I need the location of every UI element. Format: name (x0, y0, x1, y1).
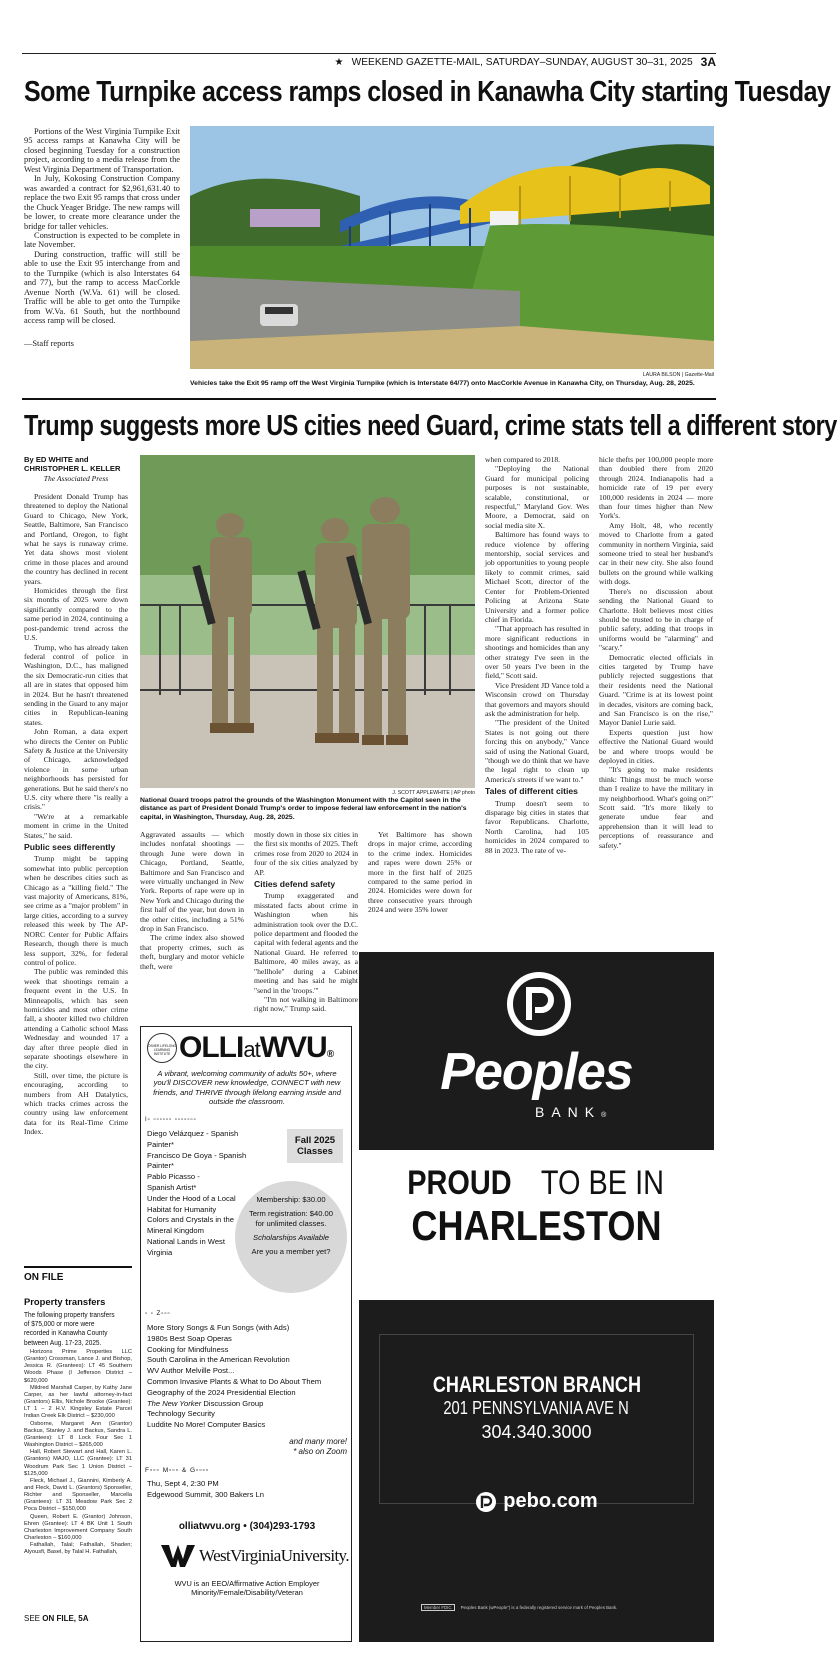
star-icon: ★ (334, 56, 344, 68)
proud-line (359, 1164, 714, 1202)
class-item: Francisco De Goya - Spanish Painter* (147, 1150, 247, 1171)
paragraph: Still, over time, the picture is encouraging, according to numbers from AH Datalytics, which tracks crimes across the country using law enforcement data for its Real-Time Crime Index. (24, 1070, 128, 1137)
charleston-text: CHARLESTON (411, 1202, 662, 1249)
class-item: Diego Velázquez - Spanish Painter* (147, 1129, 239, 1149)
branch-address (359, 1398, 714, 1419)
fall-classes-box: Fall 2025 Classes (287, 1129, 343, 1163)
class-item: Geography of the 2024 Presidential Election (147, 1387, 296, 1397)
peoples-bank-label (535, 1104, 606, 1120)
class-item: More Story Songs & Fun Songs (with Ads) (147, 1323, 290, 1332)
paragraph: The crime index also showed that property crimes, such as theft, burglary and motor vehicle theft, were (140, 933, 244, 971)
peoples-logo-mark (507, 972, 571, 1036)
paragraph: "We're at a remarkable moment in crime in the United States," he said. (24, 811, 128, 840)
olli-contact (147, 1521, 347, 1532)
paragraph: Portions of the West Virginia Turnpike Exit 95 access ramps at Kanawha City will be closed beginning Tuesday for a construction project, according to a media release from the West Virginia Department of Transportation. (24, 127, 180, 174)
website-text: pebo.com (503, 1490, 598, 1512)
paragraph: Amy Holt, 48, who recently moved to Charlotte from a gated community in northern Virginia, said someone tried to steal her husband's car in their new city. She also found bullets on the ground while walking with dogs. (599, 520, 713, 587)
class-item: Luddite No More! Computer Basics (147, 1420, 266, 1430)
see-reference: ON FILE, 5A (42, 1614, 89, 1623)
onfile-jump[interactable] (24, 1614, 88, 1623)
peoples-wordmark: Peoples (440, 1043, 633, 1101)
class-item: Under the Hood of a Local Habitat for Humanity (147, 1193, 236, 1214)
olli-more (261, 1437, 347, 1457)
paragraph: The public was reminded this week that shootings remain a frequent event in the U.S. In Minneapolis, which has seen homicides and most other crime fall, a shooter killed two children attending a Catholic school Mass Wednesday and wounded 17 a day after three people died in separate shootings elsewhere in the city. (24, 967, 128, 1071)
paragraph: "The president of the United States is not going out there forcing this on anybody," Vance said of using the National Guard, "though we do think that we have the legal right to clean up America's streets if we want to." (485, 718, 589, 784)
guard-column-4 (368, 830, 472, 915)
paragraph: Trump doesn't seem to disparage big cities in states that favor Republicans. Charlotte, North Carolina, had 105 homicides in 2024 compared to 88 in 2023. The rate of ve- (485, 798, 589, 855)
paragraph: President Donald Trump has threatened to deploy the National Guard to Chicago, New York, Seattle, Baltimore, San Francisco and Portland, Oregon, to fight what he says is runaway crime. Yet data shows most violent crime in those places and around the country has declined in recent years. (24, 492, 128, 586)
paragraph: Yet Baltimore has shown drops in major crime, according to the crime index. Homicides and rapes were down 25% or more in the first half of 2025 compared to the same period in 2024. Homicides were down for three consecutive years through 2024 and were 35% lower (368, 830, 472, 915)
guard-column-5 (485, 455, 589, 855)
scholarships: Scholarships Available (253, 1233, 329, 1242)
transfer-entry: Mildred Marshall Carper, by Kathy Jane Carper, as her lawful attorney-in-fact (Grantors) Ellis, Nichole Brooke (Grantee): LT 1 – 2 H.V. Kingsley Estate Parcel Indian Creek Elk District – $230,000 (24, 1384, 132, 1420)
peoples-p-icon (507, 972, 571, 1036)
guard-caption: National Guard troops patrol the grounds of the Washington Monument with the Capitol seen in the distance as part of President Donald Trump's order to impose federal law enforcement in the nation's capital, in Washington, Thursday, Aug. 28, 2025. (140, 797, 467, 821)
byline-line: CHRISTOPHER L. KELLER (24, 464, 121, 474)
olli-logo (179, 1031, 333, 1065)
paragraph: mostly down in those six cities in the first six months of 2025. Theft crimes rose from 2020 to 2024 in four of the six cities analyzed by AP. (254, 830, 358, 877)
paragraph: "I'm not walking in Baltimore right now," Trump said. (254, 994, 358, 1014)
olli-event (147, 1479, 347, 1501)
transfer-entry: Hall, Robert Stewart and Hall, Karen L. (Grantors) MAJO, LLC (Grantee): LT 31 Woodrum Park Sec 1 Union District – $125,000 (24, 1449, 132, 1477)
guard-column-1 (24, 492, 128, 1137)
to-be-in: TO BE IN (541, 1164, 665, 1202)
wvu-logo (161, 1541, 350, 1571)
class-item: South Carolina in the American Revolution (147, 1355, 290, 1365)
membership-circle (235, 1181, 347, 1293)
zoom-section-label: ▫ ▫ Z▫▫▫ (145, 1311, 171, 1317)
paragraph: "That approach has resulted in more significant reductions in shootings and homicides than any other strategy I've seen in the over 50 years I've been in the field," Scott said. (485, 624, 589, 681)
paragraph: hicle thefts per 100,000 people more than doubled there from 2020 through 2024. Indianapolis had a homicide rate of 19 per every 100,000 residents in 2024 — more than four times higher than New York's. (599, 455, 713, 521)
onfile-rule (24, 1266, 132, 1268)
onfile-entries (24, 1349, 132, 1557)
paragraph: Experts question just how effective the National Guard would be and where troops would be deployed in cities. (599, 727, 713, 765)
class-item (147, 1399, 347, 1410)
olli-logo-reg: ® (326, 1049, 334, 1060)
class-item: Cooking for Mindfulness (147, 1344, 229, 1354)
paragraph: "It's going to make residents think: Things must be much worse than I realize to have the military in my neighborhood. What's going on?" Scott said. "It's more likely to generate undue fear and apprehension than it will lead to perceptions of reassurance and safety." (599, 765, 713, 850)
branch-panel (379, 1334, 694, 1504)
transfer-entry: Fathallah, Talal; Fathallah, Shaden; Alyousfi, Basel, by Talal H. Fathallah, (24, 1542, 132, 1556)
guard-column-2 (140, 830, 244, 971)
paragraph: Construction is expected to be complete in late November. (24, 230, 180, 250)
bank-reg: ® (601, 1112, 607, 1119)
wvu-wordmark: WestVirginiaUniversity. (199, 1546, 350, 1565)
paragraph: During construction, traffic will still be able to use the Exit 95 interchange from and to the Turnpike (which is also Interstates 64 and 77), but the ramp to access MacCorkle Avenue North (W.Va. 61) will be closed. Traffic will be able to get onto the Turnpike from W.Va. 61 South, but the northbound access ramp will be closed. (24, 249, 180, 326)
header-top-rule (22, 53, 716, 54)
page-header (22, 55, 716, 69)
turnpike-headline: Some Turnpike access ramps closed in Kanawha City starting Tuesday (24, 76, 831, 108)
olli-logo-wvu: WVU (259, 1031, 327, 1064)
fdic-badge: Member FDIC (421, 1604, 455, 1611)
service-mark: Peoples Bank (wPeople") is a federally registered service mark of Peoples Bank. (460, 1605, 618, 1610)
olli-badge: OSHER LIFELONG LEARNING INSTITUTE (147, 1033, 177, 1063)
open-house-label: F▫▫▫ M▫▫▫ & G▫▫▫▫ (145, 1467, 210, 1474)
olli-logo-at: at (243, 1037, 260, 1062)
olli-phone[interactable]: (304)293-1793 (249, 1521, 316, 1532)
onfile-title: ON FILE (24, 1272, 64, 1283)
turnpike-photo (190, 126, 714, 369)
new-yorker-tail: Discussion Group (201, 1398, 264, 1408)
guard-photo (140, 455, 475, 788)
turnpike-body (24, 127, 180, 348)
new-yorker-italic: The New Yorker (147, 1398, 202, 1408)
olli-website-link[interactable]: olliatwvu.org (178, 1521, 241, 1532)
proud-word: PROUD (407, 1164, 512, 1202)
paragraph: There's no discussion about sending the National Guard to Charlotte. Holt believes most cities should be trusted to be in charge of public safety, adding that troops in uniforms would be "alarming" and "scary." (599, 586, 713, 653)
paragraph: Trump might be tapping somewhat into public perception when he describes cities such as Chicago as a "killing field." The vast majority of Americans, 81%, see crime as a "major problem" in large cities, according to a survey released this week by The AP-NORC Center for Public Affairs Research, though there is much less support, 32%, for federal control of police. (24, 854, 128, 967)
paragraph: Trump exaggerated and misstated facts about crime in Washington when his administration took over the D.C. police department and flooded the capital with federal agents and the National Guard. He referred to Baltimore, 40 miles away, as a "hellhole" during a Cabinet meeting and has said he might "send in the 'troops.'" (254, 891, 358, 995)
subhead-tales: Tales of different cities (485, 786, 578, 797)
peoples-website[interactable] (359, 1490, 714, 1513)
dateline: WEEKEND GAZETTE-MAIL, SATURDAY–SUNDAY, AUGUST 30–31, 2025 (351, 56, 693, 68)
event-place: Edgewood Summit, 300 Bakers Ln (147, 1489, 264, 1499)
class-item: Technology Security (147, 1409, 215, 1419)
olli-tagline: A vibrant, welcoming community of adults 50+, where you'll DISCOVER new knowledge, CONNECT with new friends, and THRIVE through lifelong earning inside and outside the classroom. (153, 1069, 341, 1106)
guard-photo-credit: J. SCOTT APPLEWHITE | AP photo (392, 790, 475, 796)
paragraph: John Roman, a data expert who directs the Center on Public Safety & Justice at the University of Chicago, acknowledged violence in some urban neighborhoods has persisted for generations. But he said there's no U.S. city where there "is really a crisis." (24, 727, 128, 812)
olli-logo-olli: OLLI (179, 1031, 244, 1064)
onfile-subhead: Property transfers (24, 1296, 106, 1307)
branch-phone[interactable]: 304.340.3000 (481, 1422, 592, 1442)
guard-column-3 (254, 830, 358, 1014)
olli-class-list-2 (147, 1323, 347, 1431)
class-item: WV Author Melville Post... (147, 1366, 235, 1376)
class-item: Pablo Picasso - Spanish Artist* (147, 1172, 200, 1192)
troops-photo-illustration (140, 455, 475, 788)
olli-ad[interactable] (140, 1026, 352, 1642)
paragraph: Aggravated assaults — which includes nonfatal shootings — through June were down in Chicago, Portland, Seattle, Baltimore and San Francisco and were virtually unchanged in New York. Reports of rape were up in New York and Chicago during the first half of the year, but down in the other cities, including a 51% drop in San Francisco. (140, 830, 244, 934)
peoples-small-logo-icon (475, 1491, 497, 1513)
branch-text: CHARLESTON BRANCH (432, 1372, 641, 1397)
class-item: Colors and Crystals in the Mineral Kingdom (147, 1215, 234, 1236)
turnpike-caption: Vehicles take the Exit 95 ramp off the West Virginia Turnpike (which is Interstate 64/77) onto MacCorkle Avenue in Kanawha City, on Thursday, Aug. 28, 2025. (190, 380, 695, 387)
flying-wv-icon (161, 1543, 195, 1569)
staff-reports-signoff: —Staff reports (24, 338, 74, 348)
term-price: Term registration: $40.00 for unlimited classes. (249, 1209, 333, 1228)
turnpike-photo-credit: LAURA BILSON | Gazette-Mail (642, 372, 714, 378)
peoples-fine-print (421, 1604, 661, 1611)
paragraph: Baltimore has found ways to reduce violence by offering mentorship, social services and job opportunities to young people likely to commit crimes, said Michael Scott, director of the Center for Problem-Oriented Policing at Arizona State University and a former police chief in Florida. (485, 530, 589, 624)
page-number: 3A (700, 55, 716, 69)
paragraph: Homicides through the first six months of 2025 were down significantly compared to the same period in 2024, continuing a post-pandemic trend across the U.S. (24, 586, 128, 643)
byline-agency: The Associated Press (43, 473, 109, 483)
bank-word: BANK (535, 1104, 602, 1120)
paragraph: when compared to 2018. (485, 455, 561, 464)
subhead-public-sees: Public sees differently (24, 842, 116, 853)
eeo-line-2: Minority/Female/Disability/Veteran (191, 1588, 303, 1598)
subhead-cities-defend: Cities defend safety (254, 879, 336, 890)
paragraph: Vice President JD Vance told a Wisconsin crowd on Thursday that governors and mayors should ask the administration for help. (485, 680, 589, 718)
paragraph: Trump, who has already taken federal control of police in Washington, D.C., has maligned the six Democratic-run cities that all are in states that opposed him in 2024. But he hasn't threatened sending in the Guard to any major cities in Republican-leaning states. (24, 642, 128, 727)
event-date: Thu, Sept 4, 2:30 PM (147, 1479, 219, 1488)
onfile-intro: The following property transfers of $75,000 or more were recorded in Kanawha County between Aug. 17-23, 2025. (24, 1310, 115, 1347)
charleston-word (359, 1202, 714, 1250)
paragraph: "Deploying the National Guard for municipal policing purposes is not sustainable, scalable, constitutional, or respectful," Maryland Gov. Wes Moore, a Democrat, said on social media site X. (485, 464, 589, 530)
section-divider (22, 398, 716, 400)
paragraph: Democratic elected officials in cities targeted by Trump have publicly rejected suggestions that their residents need the National Guard. "Crime is at its lowest point in decades, visitors are coming back, and San Francisco is on the rise," Mayor Daniel Lurie said. (599, 652, 713, 728)
bridge-photo-illustration (190, 126, 714, 369)
see-label: SEE (24, 1614, 41, 1623)
byline (24, 455, 128, 483)
branch-name (359, 1372, 714, 1398)
guard-column-6 (599, 455, 713, 850)
class-item: 1980s Best Soap Operas (147, 1333, 232, 1343)
transfer-entry: Horizons Prime Properties LLC (Grantor) Crossman, Lance J. and Bishop, Jessica R. (Grantees): LT 45 Southern Woods Phase (I Jefferson District – $620,000 (24, 1349, 132, 1384)
eeo-line-1: WVU is an EEO/Affirmative Action Employer (174, 1579, 320, 1588)
class-item: Common Invasive Plants & What to Do About Them (147, 1376, 322, 1386)
byline-line: By ED WHITE and (24, 455, 89, 464)
many-more: and many more! (289, 1437, 347, 1446)
class-item: National Lands in West Virginia (147, 1236, 225, 1257)
peoples-bank-ad[interactable] (359, 952, 714, 1642)
transfer-entry: Fleck, Michael J., Giannini, Kimberly A. and Fleck, David L. (Grantors) Sponseller, Richter and Sponseller, Marcella (Grantees): LT 31 Meadow Park Sec 2 Poca District – $150,000 (24, 1477, 132, 1513)
transfer-entry: Osborne, Margaret Ann (Grantor) Backus, Stanley J. and Backus, Sandra L. (Grantees): LT 8 Lock Four Sec 1 Washington District – $265,000 (24, 1420, 132, 1449)
guard-headline: Trump suggests more US cities need Guard, crime stats tell a different story (24, 410, 837, 442)
also-zoom: * also on Zoom (293, 1447, 347, 1456)
member-question: Are you a member yet? (251, 1247, 331, 1256)
eeo-statement (147, 1579, 347, 1598)
membership-price: Membership: $30.00 (256, 1195, 326, 1204)
transfer-entry: Queen, Robert E. (Grantor) Johnson, Ehren (Grantee): LT 4 BK Unit 1 South Charleston Improvement Company South Charleston – $160,000 (24, 1513, 132, 1542)
paragraph: In July, Kokosing Construction Company was awarded a contract for $2,961,631.40 to replace the two Exit 95 ramps that cross under the Chuck Yeager Bridge. The new ramps will be lower, to create more clearance under the bridge for taller vehicles. (24, 174, 180, 231)
olli-section-label: I▫ ▫▫▫▫▫▫ ▫▫▫▫▫▫▫ (145, 1117, 197, 1123)
address-text: 201 PENNSYLVANIA AVE N (443, 1398, 630, 1418)
separator-dot: • (243, 1521, 247, 1532)
